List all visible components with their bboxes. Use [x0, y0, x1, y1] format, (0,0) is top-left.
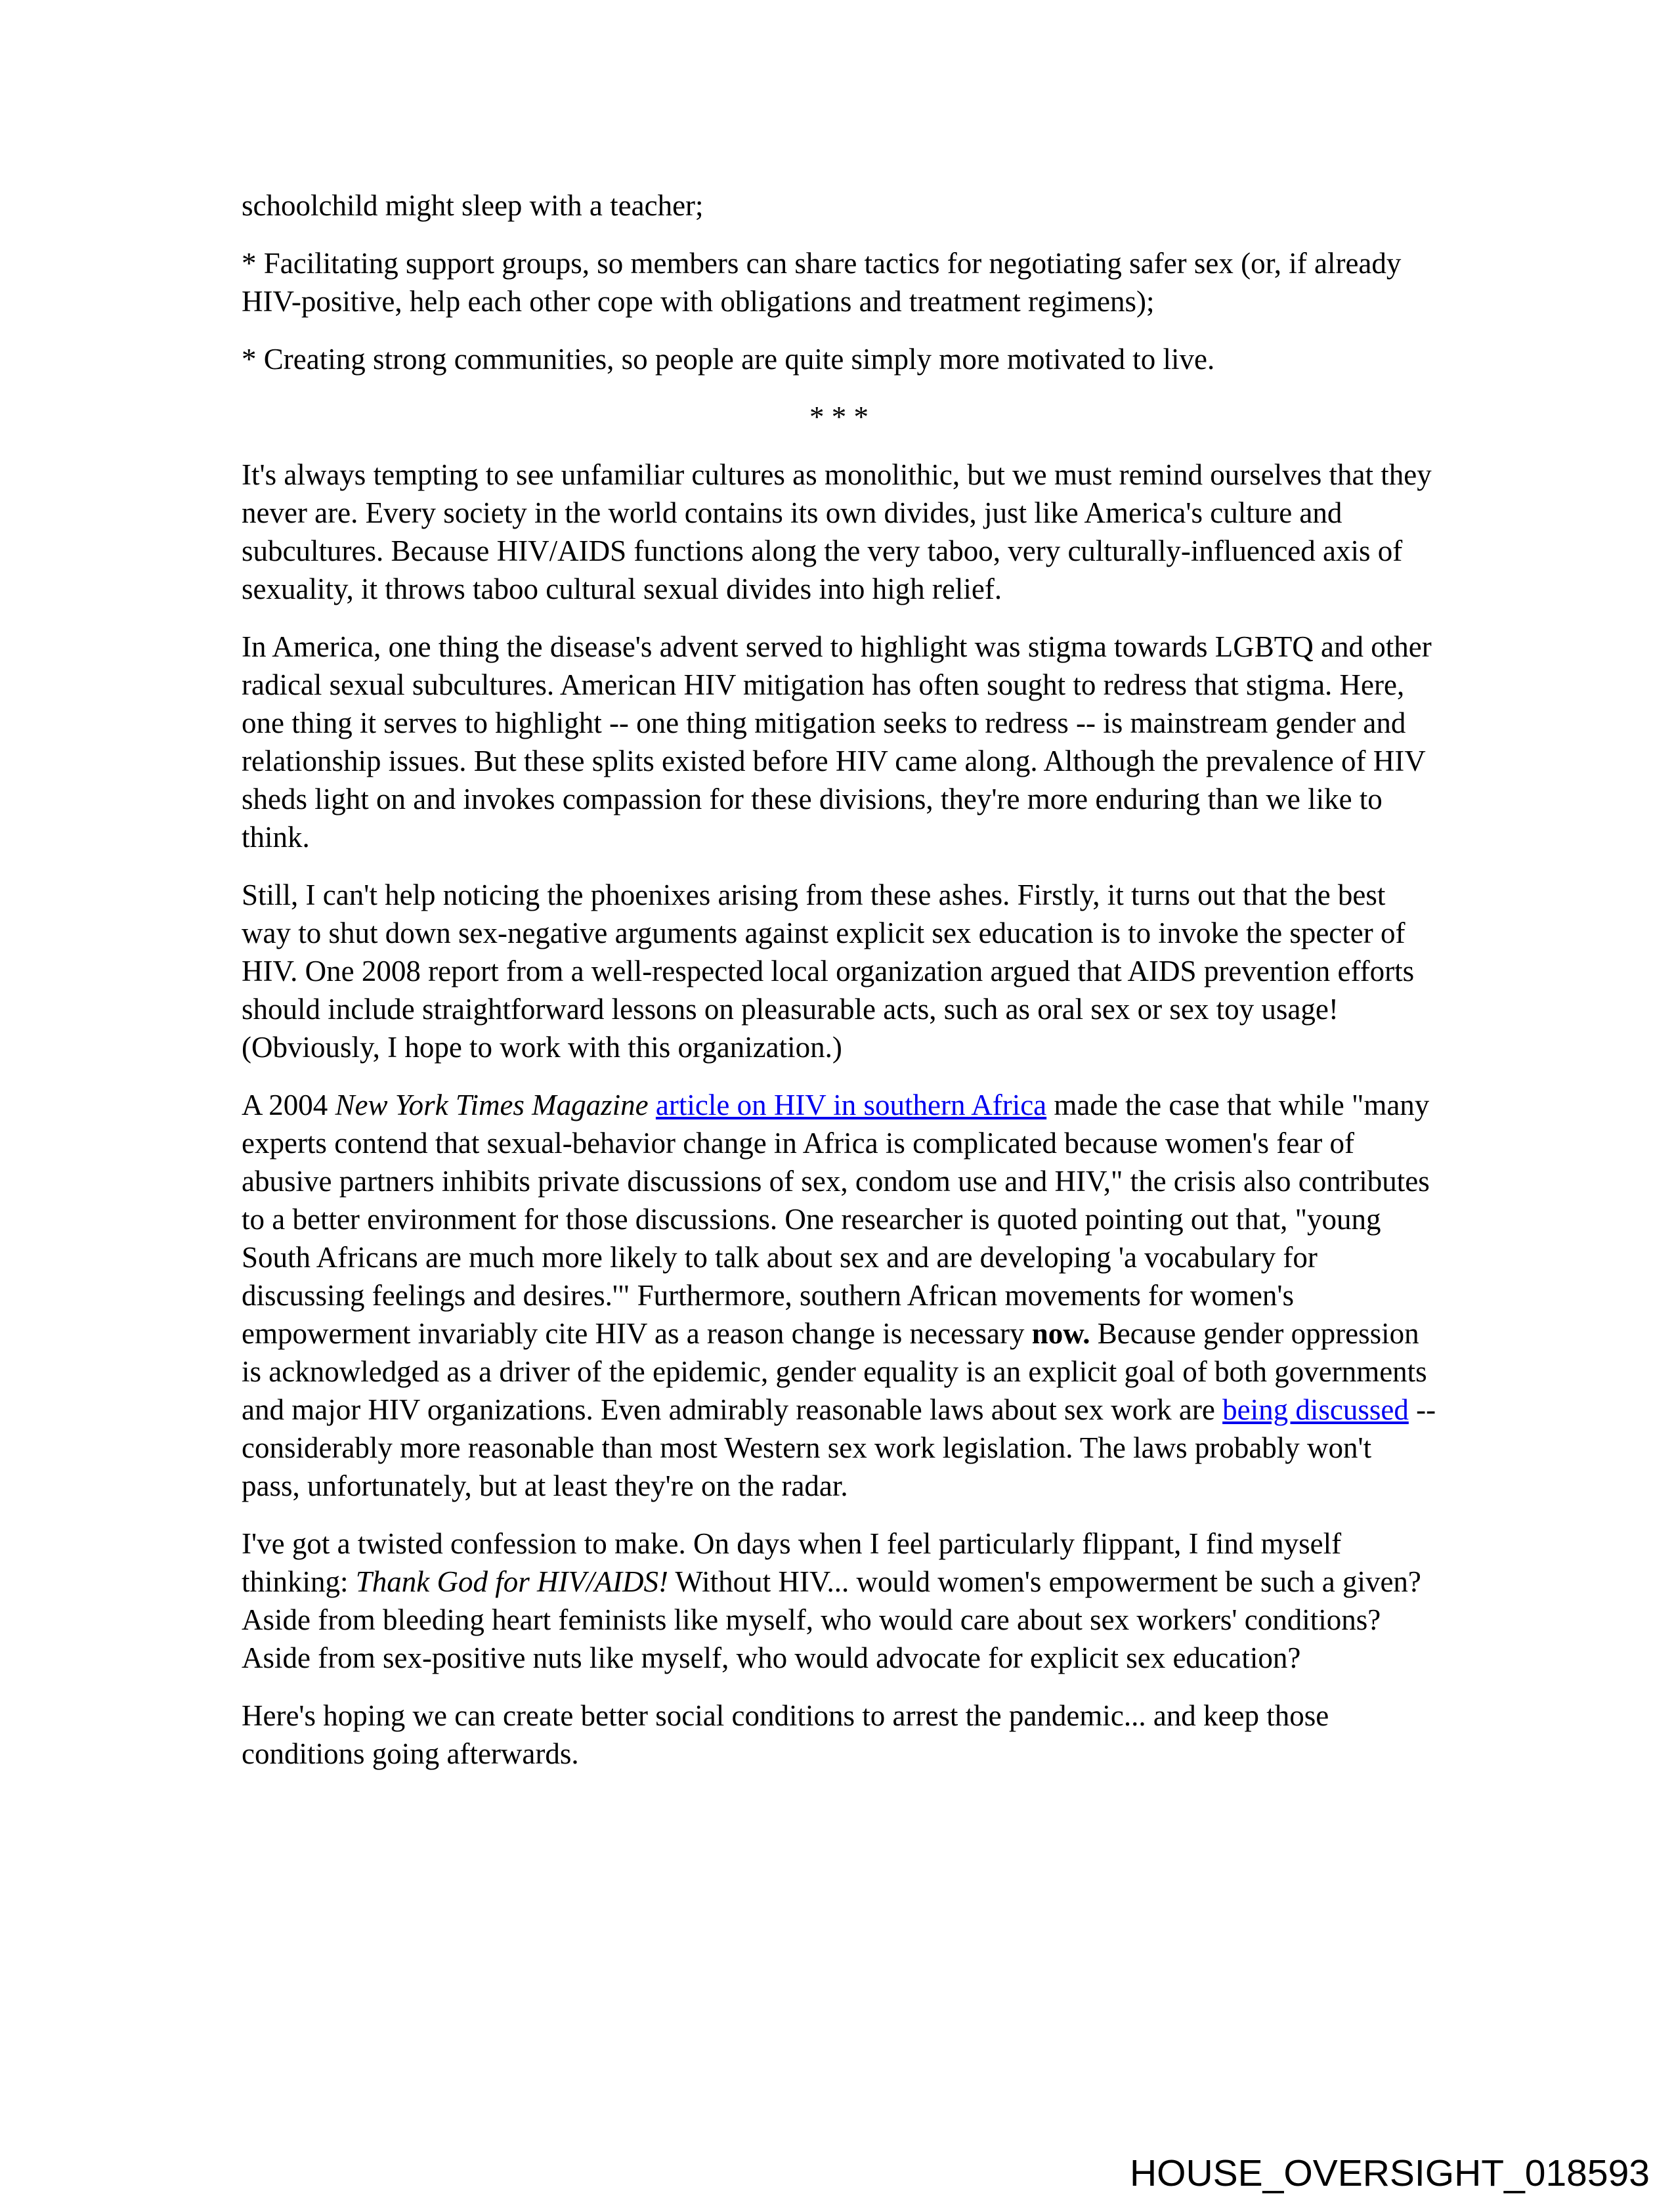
paragraph	[242, 1697, 1436, 1773]
text-run: Still, I can't help noticing the phoenixes arising from these ashes. Firstly, it turns out that the best way to shut down sex-negative arguments against explicit sex education is to invoke the specter of HIV. One 2008 report from a well-respected local organization argued that AIDS prevention efforts should include straightforward lessons on pleasurable acts, such as oral sex or sex toy usage! (Obviously, I hope to work with this organization.)	[242, 878, 1415, 1064]
bold-text: now.	[1031, 1317, 1090, 1350]
text-run: -- considerably more reasonable than most Western sex work legislation. The laws probably won't pass, unfortunately, but at least they're on the radar.	[242, 1393, 1436, 1502]
paragraph	[242, 1086, 1436, 1505]
document-body	[242, 186, 1436, 1792]
text-run: It's always tempting to see unfamiliar cultures as monolithic, but we must remind ourselves that they never are. Every society in the world contains its own divides, just like America's culture and subcultures. Because HIV/AIDS functions along the very taboo, very culturally-influenced axis of sexuality, it throws taboo cultural sexual divides into high relief.	[242, 458, 1432, 605]
text-run: Here's hoping we can create better social conditions to arrest the pandemic... and keep those conditions going afterwards.	[242, 1699, 1329, 1770]
bates-number: HOUSE_OVERSIGHT_018593	[1129, 2152, 1650, 2194]
text-run: * Creating strong communities, so people are quite simply more motivated to live.	[242, 343, 1215, 376]
italic-text: Thank God for HIV/AIDS!	[355, 1565, 668, 1598]
text-run: A 2004	[242, 1089, 335, 1121]
paragraph	[242, 456, 1436, 608]
italic-text: New York Times Magazine	[335, 1089, 649, 1121]
paragraph	[242, 1525, 1436, 1677]
text-run: Because gender oppression is acknowledged as a driver of the epidemic, gender equality is an explicit goal of both governments and major HIV organizations. Even admirably reasonable laws about sex work are	[242, 1317, 1427, 1426]
text-run: made the case that while "many experts contend that sexual-behavior change in Africa is complicated because women's fear of abusive partners inhibits private discussions of sex, condom use and HIV," the crisis also contributes to a better environment for those discussions. One researcher is quoted pointing out that, "young South Africans are much more likely to talk about sex and are developing 'a vocabulary for discussing feelings and desires.'" Furthermore, southern African movements for women's empowerment invariably cite HIV as a reason change is necessary	[242, 1089, 1430, 1350]
text-run: schoolchild might sleep with a teacher;	[242, 189, 704, 222]
paragraph	[242, 244, 1436, 320]
text-run: * Facilitating support groups, so members can share tactics for negotiating safer sex (or, if already HIV-positive, help each other cope with obligations and treatment regimens);	[242, 247, 1402, 318]
section-separator	[242, 398, 1436, 436]
text-run: Without HIV... would women's empowerment be such a given? Aside from bleeding heart feminists like myself, who would care about sex workers' conditions? Aside from sex-positive nuts like myself, who would advocate for explicit sex education?	[242, 1565, 1421, 1674]
paragraph	[242, 340, 1436, 378]
hyperlink[interactable]: being discussed	[1222, 1393, 1409, 1426]
hyperlink[interactable]: article on HIV in southern Africa	[655, 1089, 1047, 1121]
text-run: * * *	[809, 401, 869, 433]
paragraph	[242, 186, 1436, 225]
paragraph	[242, 628, 1436, 856]
text-run	[649, 1089, 656, 1121]
text-run: I've got a twisted confession to make. On days when I feel particularly flippant, I find myself thinking:	[242, 1527, 1342, 1598]
text-run: In America, one thing the disease's advent served to highlight was stigma towards LGBTQ and other radical sexual subcultures. American HIV mitigation has often sought to redress that stigma. Here, one thing it serves to highlight -- one thing mitigation seeks to redress -- is mainstream gender and relationship issues. But these splits existed before HIV came along. Although the prevalence of HIV sheds light on and invokes compassion for these divisions, they're more enduring than we like to think.	[242, 630, 1432, 854]
paragraph	[242, 876, 1436, 1066]
